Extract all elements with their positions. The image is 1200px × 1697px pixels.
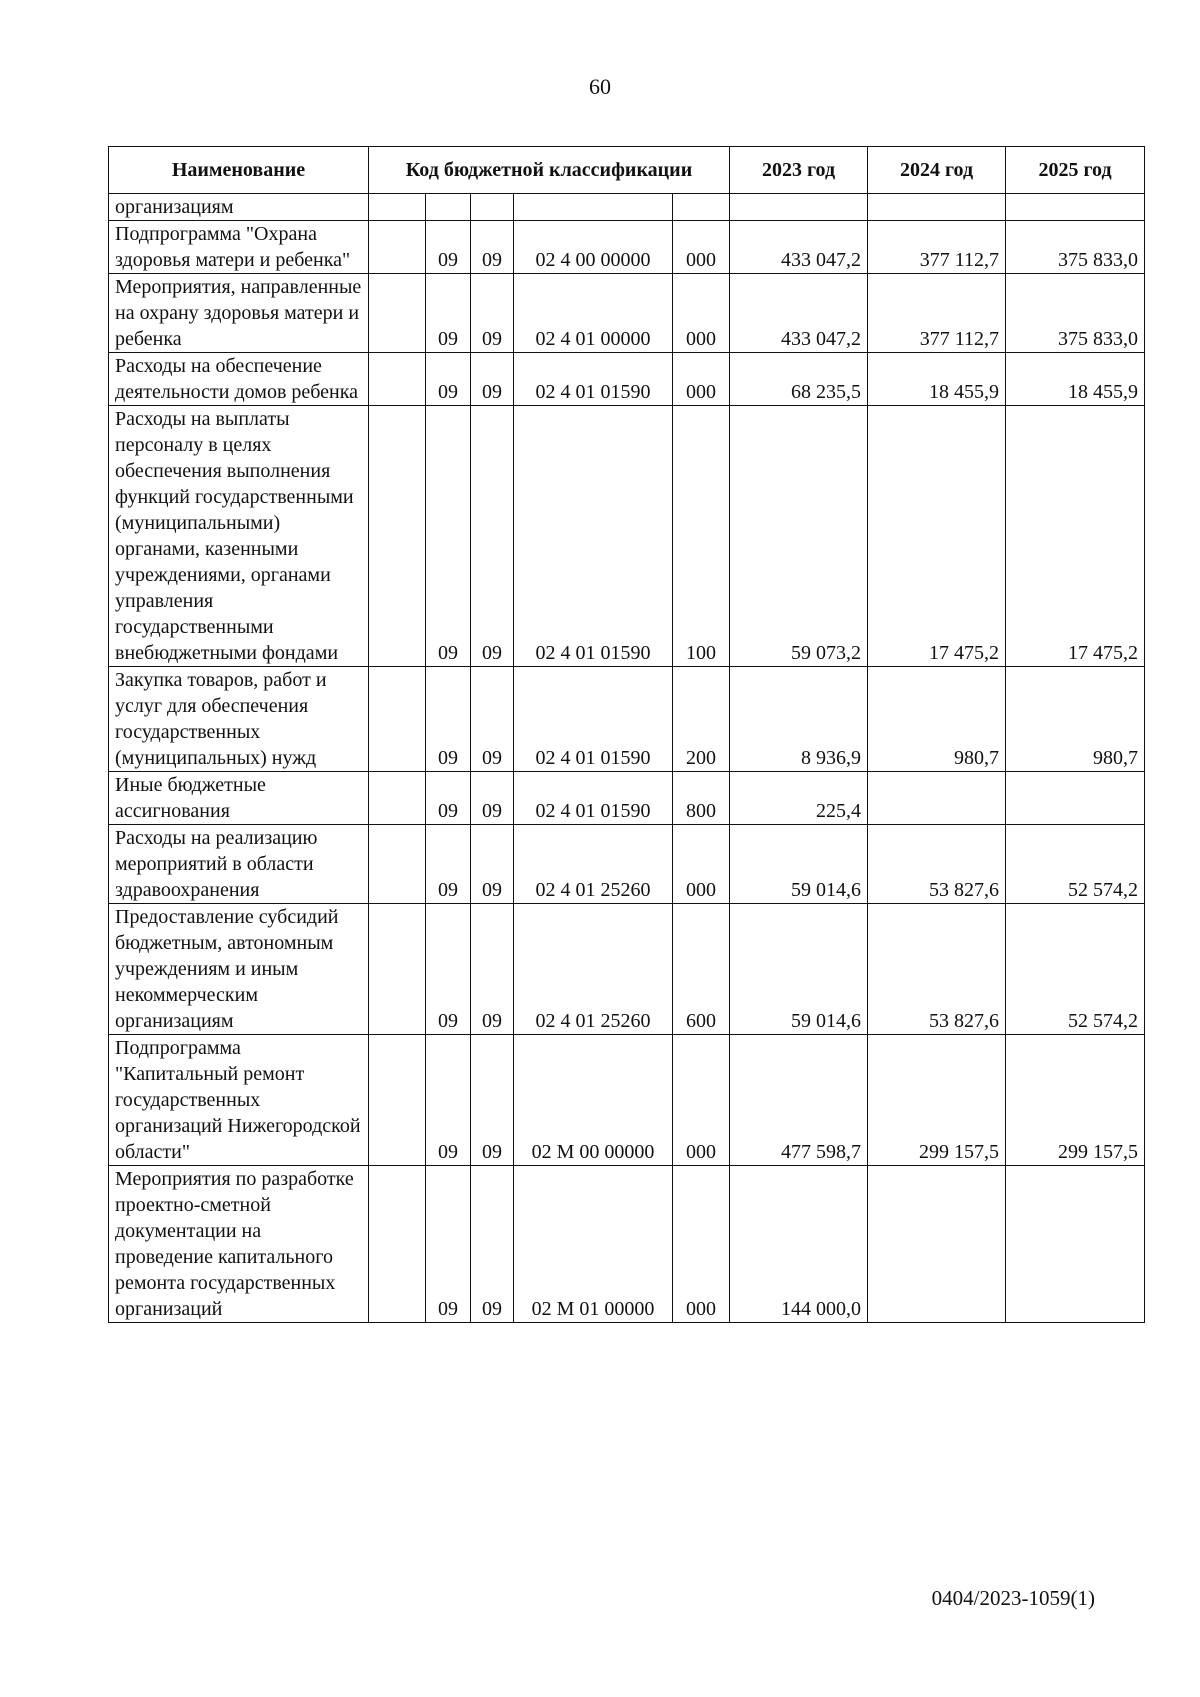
row-value-2025: 980,7	[1006, 667, 1145, 772]
row-target-code: 02 4 01 01590	[514, 667, 673, 772]
row-expense-type: 200	[673, 667, 730, 772]
row-target-code: 02 4 01 25260	[514, 825, 673, 904]
row-value-2023: 59 014,6	[730, 825, 868, 904]
row-subsection: 09	[471, 406, 514, 667]
row-value-2025	[1006, 772, 1145, 825]
code-gap	[369, 1166, 426, 1323]
continuation-text: организациям	[109, 194, 369, 221]
table-row-continuation	[109, 194, 1145, 221]
row-value-2024: 53 827,6	[868, 904, 1006, 1035]
table-row	[109, 353, 1145, 406]
row-expense-type: 000	[673, 353, 730, 406]
row-expense-type: 000	[673, 221, 730, 274]
row-section: 09	[426, 825, 471, 904]
table-row	[109, 221, 1145, 274]
row-target-code: 02 4 01 01590	[514, 772, 673, 825]
row-expense-type: 600	[673, 904, 730, 1035]
table-row	[109, 825, 1145, 904]
row-subsection: 09	[471, 1035, 514, 1166]
row-value-2023: 225,4	[730, 772, 868, 825]
row-section: 09	[426, 667, 471, 772]
row-target-code: 02 М 01 00000	[514, 1166, 673, 1323]
row-section: 09	[426, 1166, 471, 1323]
code-gap	[369, 406, 426, 667]
row-value-2024: 17 475,2	[868, 406, 1006, 667]
header-code: Код бюджетной классификации	[369, 147, 730, 194]
table-row	[109, 667, 1145, 772]
row-value-2025: 17 475,2	[1006, 406, 1145, 667]
row-section: 09	[426, 904, 471, 1035]
row-subsection: 09	[471, 772, 514, 825]
code-gap	[369, 772, 426, 825]
row-value-2023: 433 047,2	[730, 221, 868, 274]
row-target-code: 02 4 01 01590	[514, 353, 673, 406]
row-value-2024: 377 112,7	[868, 274, 1006, 353]
row-value-2024: 53 827,6	[868, 825, 1006, 904]
row-value-2025: 18 455,9	[1006, 353, 1145, 406]
row-expense-type: 000	[673, 825, 730, 904]
row-expense-type: 000	[673, 274, 730, 353]
table-row	[109, 274, 1145, 353]
row-value-2024	[868, 1166, 1006, 1323]
row-section: 09	[426, 406, 471, 667]
row-name: Предоставление субсидий бюджетным, автономным учреждениям и иным некоммерческим организациям	[109, 904, 369, 1035]
budget-table	[108, 146, 1145, 1323]
row-subsection: 09	[471, 274, 514, 353]
row-subsection: 09	[471, 353, 514, 406]
row-expense-type: 000	[673, 1035, 730, 1166]
row-value-2024: 377 112,7	[868, 221, 1006, 274]
header-2025: 2025 год	[1006, 147, 1145, 194]
row-subsection: 09	[471, 904, 514, 1035]
row-subsection: 09	[471, 221, 514, 274]
table-row	[109, 406, 1145, 667]
table-header-row	[109, 147, 1145, 194]
row-section: 09	[426, 221, 471, 274]
row-value-2023: 8 936,9	[730, 667, 868, 772]
table-row	[109, 1166, 1145, 1323]
code-gap	[369, 904, 426, 1035]
row-section: 09	[426, 274, 471, 353]
header-2023: 2023 год	[730, 147, 868, 194]
row-value-2023: 477 598,7	[730, 1035, 868, 1166]
row-value-2023: 59 073,2	[730, 406, 868, 667]
row-name: Расходы на реализацию мероприятий в области здравоохранения	[109, 825, 369, 904]
row-subsection: 09	[471, 667, 514, 772]
row-value-2025	[1006, 1166, 1145, 1323]
row-value-2023: 59 014,6	[730, 904, 868, 1035]
row-name: Подпрограмма "Охрана здоровья матери и ребенка"	[109, 221, 369, 274]
row-name: Расходы на выплаты персоналу в целях обеспечения выполнения функций государственными (муниципальными) органами, казенными учреждениями, органами управления государственными внебюджетными фондами	[109, 406, 369, 667]
row-value-2024: 980,7	[868, 667, 1006, 772]
row-section: 09	[426, 1035, 471, 1166]
header-name: Наименование	[109, 147, 369, 194]
row-value-2025: 299 157,5	[1006, 1035, 1145, 1166]
row-target-code: 02 4 01 01590	[514, 406, 673, 667]
row-name: Закупка товаров, работ и услуг для обеспечения государственных (муниципальных) нужд	[109, 667, 369, 772]
row-name: Подпрограмма "Капитальный ремонт государственных организаций Нижегородской области"	[109, 1035, 369, 1166]
document-id: 0404/2023-1059(1)	[931, 1586, 1095, 1610]
row-value-2023: 68 235,5	[730, 353, 868, 406]
header-2024: 2024 год	[868, 147, 1006, 194]
code-gap	[369, 1035, 426, 1166]
row-target-code: 02 4 01 25260	[514, 904, 673, 1035]
row-target-code: 02 4 01 00000	[514, 274, 673, 353]
page-number: 60	[589, 74, 611, 99]
row-value-2025: 52 574,2	[1006, 904, 1145, 1035]
table-row	[109, 1035, 1145, 1166]
row-value-2023: 433 047,2	[730, 274, 868, 353]
row-name: Мероприятия, направленные на охрану здоровья матери и ребенка	[109, 274, 369, 353]
code-gap	[369, 667, 426, 772]
row-expense-type: 000	[673, 1166, 730, 1323]
row-value-2025: 375 833,0	[1006, 221, 1145, 274]
row-value-2025: 375 833,0	[1006, 274, 1145, 353]
table-row	[109, 772, 1145, 825]
code-gap	[369, 274, 426, 353]
row-name: Иные бюджетные ассигнования	[109, 772, 369, 825]
code-gap	[369, 353, 426, 406]
row-name: Мероприятия по разработке проектно-сметной документации на проведение капитального ремонта государственных организаций	[109, 1166, 369, 1323]
row-section: 09	[426, 353, 471, 406]
row-expense-type: 800	[673, 772, 730, 825]
row-value-2023: 144 000,0	[730, 1166, 868, 1323]
row-target-code: 02 М 00 00000	[514, 1035, 673, 1166]
row-name: Расходы на обеспечение деятельности домов ребенка	[109, 353, 369, 406]
code-gap	[369, 221, 426, 274]
row-target-code: 02 4 00 00000	[514, 221, 673, 274]
row-subsection: 09	[471, 1166, 514, 1323]
row-value-2024: 18 455,9	[868, 353, 1006, 406]
table-body	[109, 194, 1145, 1323]
table-row	[109, 904, 1145, 1035]
row-section: 09	[426, 772, 471, 825]
code-gap	[369, 825, 426, 904]
row-subsection: 09	[471, 825, 514, 904]
row-expense-type: 100	[673, 406, 730, 667]
row-value-2025: 52 574,2	[1006, 825, 1145, 904]
row-value-2024	[868, 772, 1006, 825]
row-value-2024: 299 157,5	[868, 1035, 1006, 1166]
